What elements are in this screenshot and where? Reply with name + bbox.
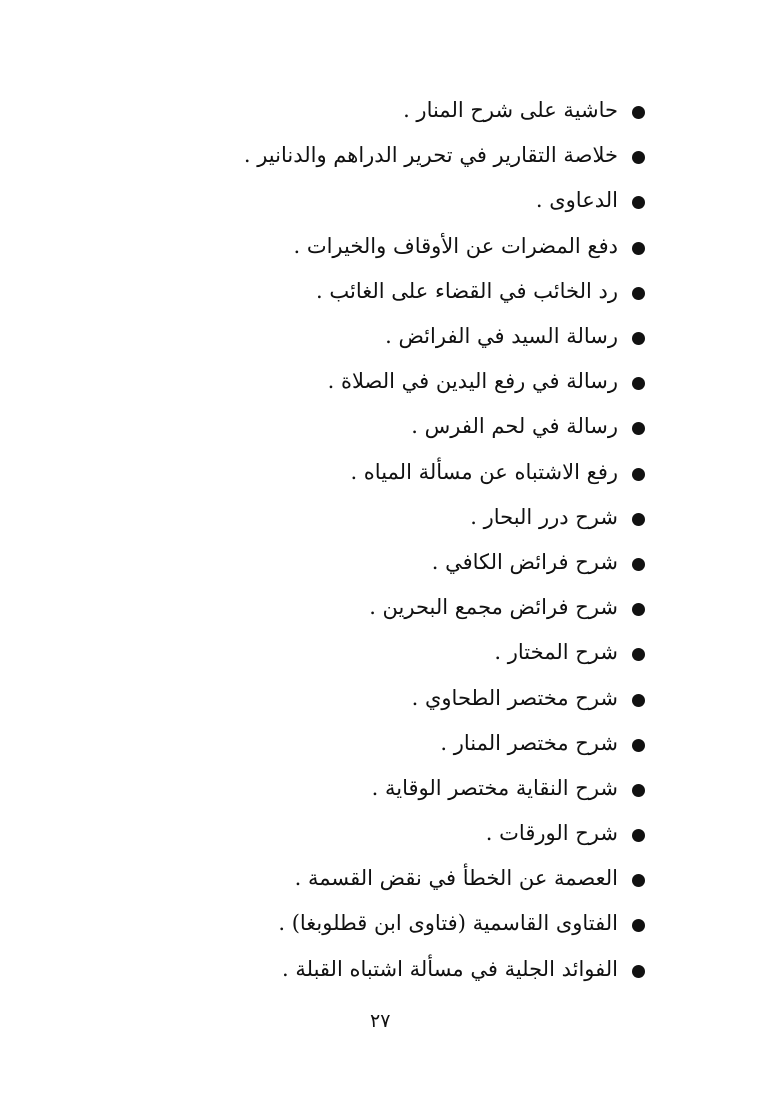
list-item (85, 947, 645, 992)
list-item (85, 314, 645, 359)
list-item (85, 540, 645, 585)
list-item (85, 178, 645, 223)
bullet-icon (632, 648, 645, 661)
list-item (85, 856, 645, 901)
list-item (85, 224, 645, 269)
bullet-icon (632, 694, 645, 707)
book-title: شرح مختصر الطحاوي . (411, 685, 618, 710)
list-item (85, 88, 645, 133)
bullet-icon (632, 287, 645, 300)
book-title: شرح المختار . (494, 640, 618, 665)
book-title: رد الخائب في القضاء على الغائب . (316, 278, 618, 303)
list-item (85, 585, 645, 630)
list-item (85, 901, 645, 946)
book-title: شرح الورقات . (485, 821, 618, 846)
book-list (85, 88, 645, 992)
bullet-icon (632, 784, 645, 797)
bullet-icon (632, 468, 645, 481)
bullet-icon (632, 242, 645, 255)
book-title: الفوائد الجلية في مسألة اشتباه القبلة . (282, 956, 618, 981)
book-title: رسالة في لحم الفرس . (411, 414, 618, 439)
bullet-icon (632, 377, 645, 390)
book-title: الفتاوى القاسمية (فتاوى ابن قطلوبغا) . (278, 911, 618, 936)
bullet-icon (632, 151, 645, 164)
book-title: رسالة السيد في الفرائض . (385, 324, 618, 349)
book-title: العصمة عن الخطأ في نقض القسمة . (294, 866, 618, 891)
bullet-icon (632, 603, 645, 616)
list-item (85, 269, 645, 314)
bullet-icon (632, 513, 645, 526)
list-item (85, 404, 645, 449)
book-title: خلاصة التقارير في تحرير الدراهم والدنانير . (243, 143, 618, 168)
book-title: شرح فرائض مجمع البحرين . (369, 595, 618, 620)
book-title: شرح النقاية مختصر الوقاية . (371, 775, 618, 800)
book-title: شرح فرائض الكافي . (431, 549, 618, 574)
list-item (85, 766, 645, 811)
book-title: رسالة في رفع اليدين في الصلاة . (327, 369, 618, 394)
book-title: شرح درر البحار . (470, 504, 618, 529)
bullet-icon (632, 874, 645, 887)
bullet-icon (632, 829, 645, 842)
bullet-icon (632, 106, 645, 119)
list-item (85, 675, 645, 720)
book-title: دفع المضرات عن الأوقاف والخيرات . (293, 233, 618, 258)
bullet-icon (632, 965, 645, 978)
book-title: رفع الاشتباه عن مسألة المياه . (350, 459, 618, 484)
list-item (85, 495, 645, 540)
bullet-icon (632, 739, 645, 752)
list-item (85, 359, 645, 404)
bullet-icon (632, 422, 645, 435)
list-item (85, 450, 645, 495)
book-title: حاشية على شرح المنار . (403, 98, 618, 123)
bullet-icon (632, 919, 645, 932)
bullet-icon (632, 332, 645, 345)
list-item (85, 630, 645, 675)
page-number: ٢٧ (370, 1010, 391, 1032)
bullet-icon (632, 196, 645, 209)
list-item (85, 721, 645, 766)
bullet-icon (632, 558, 645, 571)
book-title: شرح مختصر المنار . (440, 730, 618, 755)
list-item (85, 133, 645, 178)
list-item (85, 811, 645, 856)
book-title: الدعاوى . (535, 188, 618, 213)
